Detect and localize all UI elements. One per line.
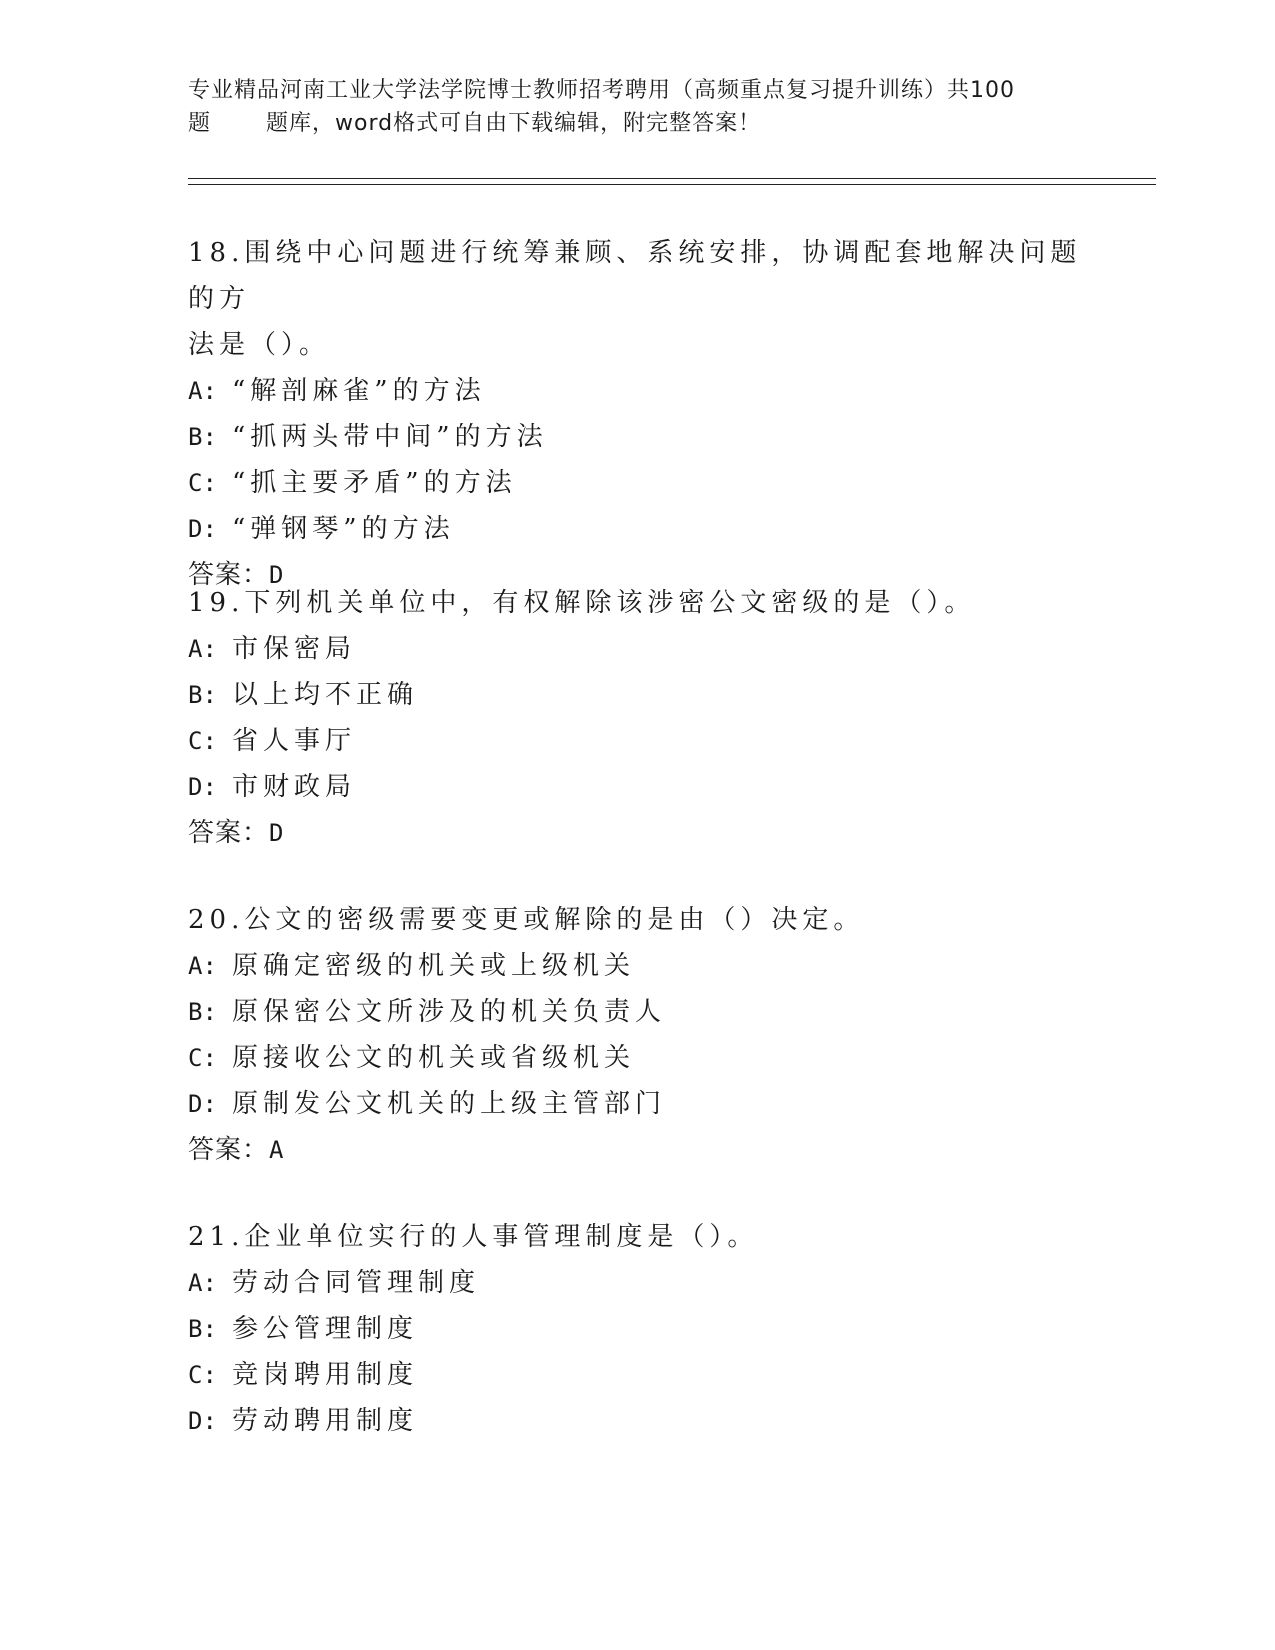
option-letter: D: [188, 773, 217, 801]
option-text: 竞岗聘用制度 [232, 1360, 419, 1390]
option-c [188, 1035, 1088, 1081]
option-text: 省人事厅 [232, 726, 357, 756]
option-text: 市保密局 [232, 634, 357, 664]
option-letter: B: [188, 1315, 217, 1343]
option-c [188, 1352, 1088, 1398]
header-divider-top [188, 178, 1156, 179]
option-text: 劳动合同管理制度 [232, 1268, 481, 1298]
option-letter: C: [188, 727, 217, 755]
header-line-1: 专业精品河南工业大学法学院博士教师招考聘用（高频重点复习提升训练）共100 [188, 78, 1015, 103]
option-d [188, 1398, 1088, 1444]
option-letter: A: [188, 952, 217, 980]
option-b [188, 989, 1088, 1035]
option-letter: B: [188, 423, 217, 451]
question-stem-line-2: 法是（）。 [188, 330, 331, 360]
option-letter: D: [188, 1090, 217, 1118]
option-letter: B: [188, 681, 217, 709]
option-letter: C: [188, 1361, 217, 1389]
document-header [188, 74, 1088, 140]
option-a [188, 626, 1088, 672]
option-c [188, 460, 1088, 506]
option-text: “解剖麻雀”的方法 [232, 376, 486, 406]
answer-label: 答案： [188, 560, 270, 590]
header-line-2-text: 题库，word格式可自由下载编辑，附完整答案！ [266, 111, 762, 136]
option-letter: C: [188, 469, 217, 497]
option-text: 市财政局 [232, 772, 357, 802]
answer-value: A [269, 1136, 285, 1164]
answer-label: 答案： [188, 818, 270, 848]
option-letter: D: [188, 1407, 217, 1435]
question-stem-line-1: 21.企业单位实行的人事管理制度是（）。 [188, 1222, 759, 1252]
option-d [188, 764, 1088, 810]
question-18 [188, 230, 1088, 598]
question-stem-line-1: 18.围绕中心问题进行统筹兼顾、系统安排，协调配套地解决问题的方 [188, 238, 1082, 314]
option-letter: A: [188, 377, 217, 405]
option-letter: C: [188, 1044, 217, 1072]
answer-line [188, 810, 1088, 856]
question-21 [188, 1214, 1088, 1444]
option-a [188, 368, 1088, 414]
question-20 [188, 897, 1088, 1173]
option-d [188, 506, 1088, 552]
option-text: 参公管理制度 [232, 1314, 419, 1344]
option-text: 以上均不正确 [232, 680, 419, 710]
option-letter: D: [188, 515, 217, 543]
header-divider-bottom [188, 184, 1156, 185]
answer-label: 答案： [188, 1135, 270, 1165]
option-text: “抓主要矛盾”的方法 [232, 468, 517, 498]
option-b [188, 672, 1088, 718]
answer-line [188, 1127, 1088, 1173]
option-text: 原接收公文的机关或省级机关 [232, 1043, 636, 1073]
option-letter: A: [188, 635, 217, 663]
option-c [188, 718, 1088, 764]
header-line-2 [188, 107, 1088, 140]
question-19 [188, 580, 1088, 856]
option-text: “抓两头带中间”的方法 [232, 422, 548, 452]
answer-value: D [269, 819, 285, 847]
header-line-2-prefix: 题 [188, 111, 212, 136]
option-b [188, 414, 1088, 460]
option-letter: A: [188, 1269, 217, 1297]
option-text: “弹钢琴”的方法 [232, 514, 455, 544]
option-text: 原制发公文机关的上级主管部门 [232, 1089, 667, 1119]
option-letter: B: [188, 998, 217, 1026]
option-text: 原确定密级的机关或上级机关 [232, 951, 636, 981]
option-a [188, 1260, 1088, 1306]
answer-value: D [269, 561, 285, 589]
question-stem-line-1: 19.下列机关单位中，有权解除该涉密公文密级的是（）。 [188, 588, 976, 618]
question-stem-line-1: 20.公文的密级需要变更或解除的是由（）决定。 [188, 905, 865, 935]
option-text: 原保密公文所涉及的机关负责人 [232, 997, 667, 1027]
option-text: 劳动聘用制度 [232, 1406, 419, 1436]
option-a [188, 943, 1088, 989]
option-b [188, 1306, 1088, 1352]
option-d [188, 1081, 1088, 1127]
